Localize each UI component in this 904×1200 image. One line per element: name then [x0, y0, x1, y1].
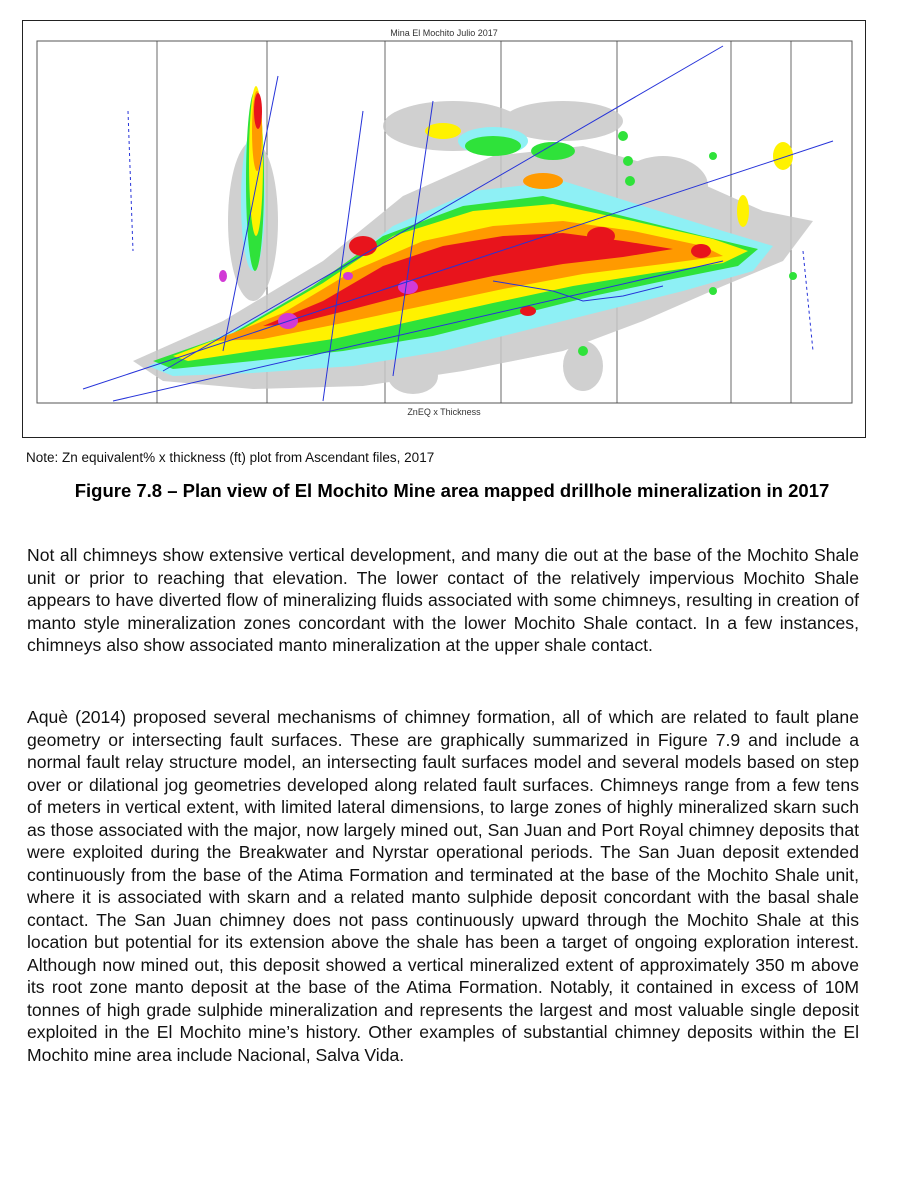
figure-caption: Figure 7.8 – Plan view of El Mochito Mine area mapped drillhole mineralization in 2017 — [74, 480, 830, 501]
map-title: Mina El Mochito Julio 2017 — [390, 28, 498, 38]
body-paragraph-1: Not all chimneys show extensive vertical development, and many die out at the base of the Mochito Shale unit or prior to reaching that elevation. The lower contact of the relatively impervious Mochito Shale appears to have diverted flow of mineralizing fluids associated with some chimneys, resulting in creation of manto style mineralization zones concordant with the lower Mochito Shale contact. In a few instances, chimneys also show associated manto mineralization at the upper shale contact. — [27, 545, 859, 655]
body-paragraph-2: Aquè (2014) proposed several mechanisms of chimney formation, all of which are related to fault plane geometry or intersecting fault surfaces. These are graphically summarized in Figure 7.9 and include a normal fault relay structure model, an intersecting fault surfaces model and several models based on step over or dilational jog geometries developed along related fault surfaces. Chimneys range from a few tens of meters in vertical extent, with limited lateral dimensions, to large zones of highly mineralized skarn such as those associated with the major, now largely mined out, San Juan and Port Royal chimney deposits that were exploited during the Breakwater and Nyrstar operational periods. The San Juan deposit extended continuously from the base of the Atima Formation and terminated at the base of the Mochito Shale unit, where it is associated with skarn and a related manto sulphide deposit concordant with the basal shale contact. The San Juan chimney does not pass continuously upward through the Mochito Shale at this location but potential for its extension above the shale has been a target of ongoing exploration interest. Although now mined out, this deposit showed a vertical mineralized extent of approximately 350 m above its root zone manto deposit at the base of the Atima Formation. Notably, it contained in excess of 10M tonnes of high grade sulphide mineralization and represents the largest and most valuable single deposit exploited in the El Mochito mine’s history. Other examples of substantial chimney deposits within the El Mochito mine area include Nacional, Salva Vida. — [27, 707, 859, 1065]
map-drawing — [23, 21, 864, 436]
figure-note: Note: Zn equivalent% x thickness (ft) plot from Ascendant files, 2017 — [26, 450, 435, 465]
map-x-label: ZnEQ x Thickness — [407, 407, 481, 417]
mineralization-plan-map — [22, 20, 866, 438]
